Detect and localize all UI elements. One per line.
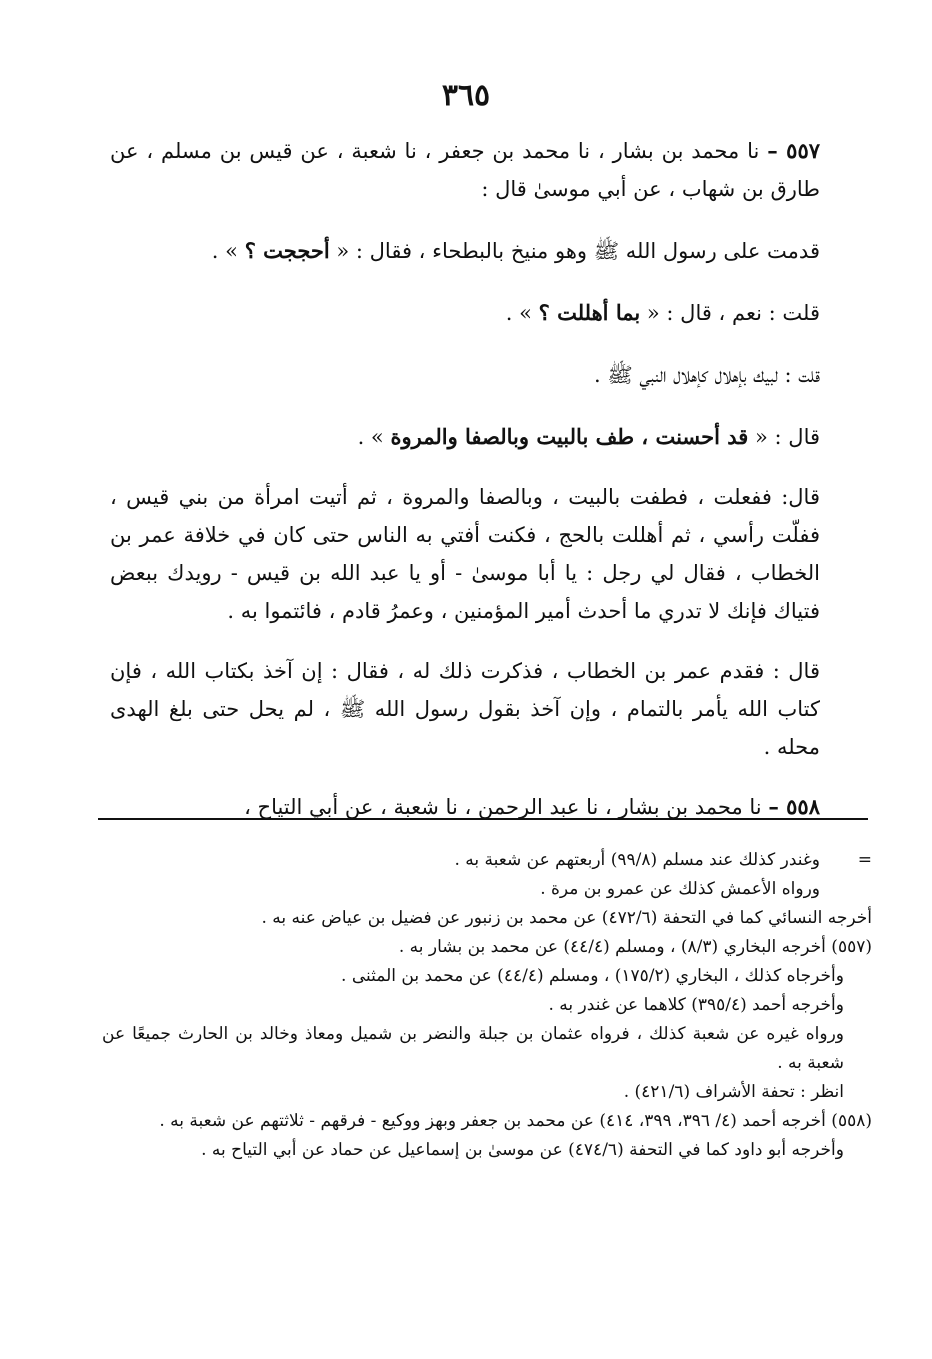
footnote-line: (٥٥٨) أخرجه أحمد (٤/ ٣٩٦، ٣٩٩، ٤١٤) عن محمد بن جعفر وبهز ووكيع - فرقهم - ثلاثتهم عن شعبة به . (159, 1111, 872, 1131)
quote-1-speech: أحججت ؟ (244, 238, 330, 263)
footnote-line: وأخرجه أبو داود كما في التحفة (٤٧٤/٦) عن موسىٰ بن إسماعيل عن حماد عن أبي التياح به . (201, 1140, 844, 1160)
quote-line-3: قلت : لبيك بإهلال كإهلال النبي ﷺ . (594, 363, 820, 387)
quote-line-1 (110, 232, 820, 270)
paragraph-narration-1: قال: ففعلت ، فطفت بالبيت ، وبالصفا والمروة ، ثم أتيت امرأة من بني قيس ، ففلّت رأسي ، ثم أهللت بالحج ، فكنت أفتي به الناس حتى كان في خلافة عمر بن الخطاب ، فقال لي رجل : يا أبا موسىٰ - أو يا عبد الله بن قيس - رويدك ببعض فتياك فإنك لا تدري ما أحدث أمير المؤمنين ، وعمرُ قادم ، فائتموا به . (110, 485, 820, 623)
quote-1-end: » . (211, 239, 238, 263)
footnote-line: ورواه الأعمش كذلك عن عمرو بن مرة . (540, 879, 820, 899)
hadith-558-intro (110, 788, 820, 826)
hadith-558-isnad: نا محمد بن بشار ، نا عبد الرحمن ، نا شعبة ، عن أبي التياح ، (244, 795, 762, 819)
footnote-line: أخرجه النسائي كما في التحفة (٤٧٢/٦) عن محمد بن زنبور عن فضيل بن عياض عنه به . (261, 908, 872, 928)
footnote-line: وأخرجه أحمد (٣٩٥/٤) كلاهما عن غندر به . (548, 995, 844, 1015)
hadith-557-number: ٥٥٧ – (767, 138, 821, 163)
hadith-558-number: ٥٥٨ – (768, 794, 820, 819)
footnotes (102, 846, 872, 1165)
quote-4-speech: قد أحسنت ، طف بالبيت وبالصفا والمروة (390, 424, 749, 449)
quote-2-end: » . (505, 301, 532, 325)
footnote-text: وغندر كذلك عند مسلم (٩٩/٨) أربعتهم عن شعبة به . (454, 850, 820, 870)
quote-4-end: » . (357, 425, 384, 449)
quote-line-4 (110, 418, 820, 456)
main-text (110, 132, 820, 826)
hadith-557-intro (110, 132, 820, 208)
footnote-line (102, 846, 872, 875)
footnote-line: انظر : تحفة الأشراف (٤٢١/٦) . (623, 1082, 844, 1102)
quote-4-lead: قال : « (755, 425, 820, 449)
page-number: ٣٦٥ (441, 78, 491, 113)
footnote-separator (98, 818, 868, 820)
footnote-line: ورواه غيره عن شعبة كذلك ، فرواه عثمان بن جبلة والنضر بن شميل ومعاذ وخالد بن الحارث جميعًا عن شعبة به . (102, 1024, 844, 1073)
hadith-557-isnad: نا محمد بن بشار ، نا محمد بن جعفر ، نا شعبة ، عن قيس بن مسلم ، عن طارق بن شهاب ، عن أبي موسىٰ قال : (110, 139, 820, 201)
footnote-line: وأخرجاه كذلك ، البخاري (١٧٥/٢) ، ومسلم (٤٤/٤) عن محمد بن المثنى . (341, 966, 844, 986)
quote-1-lead: قدمت على رسول الله ﷺ وهو منيخ بالبطحاء ، فقال : « (336, 239, 820, 263)
paragraph-narration-2: قال : فقدم عمر بن الخطاب ، فذكرت ذلك له ، فقال : إن آخذ بكتاب الله ، فإن كتاب الله يأمر بالتمام ، وإن آخذ بقول رسول الله ﷺ ، لم يحل حتى بلغ الهدى محله . (110, 659, 820, 759)
quote-2-lead: قلت : نعم ، قال : « (646, 301, 820, 325)
footnote-line: (٥٥٧) أخرجه البخاري (٨/٣) ، ومسلم (٤٤/٤) عن محمد بن بشار به . (398, 937, 872, 957)
quote-line-2 (110, 294, 820, 332)
quote-2-speech: بما أهللت ؟ (538, 300, 641, 325)
continuation-mark: = (857, 850, 872, 870)
